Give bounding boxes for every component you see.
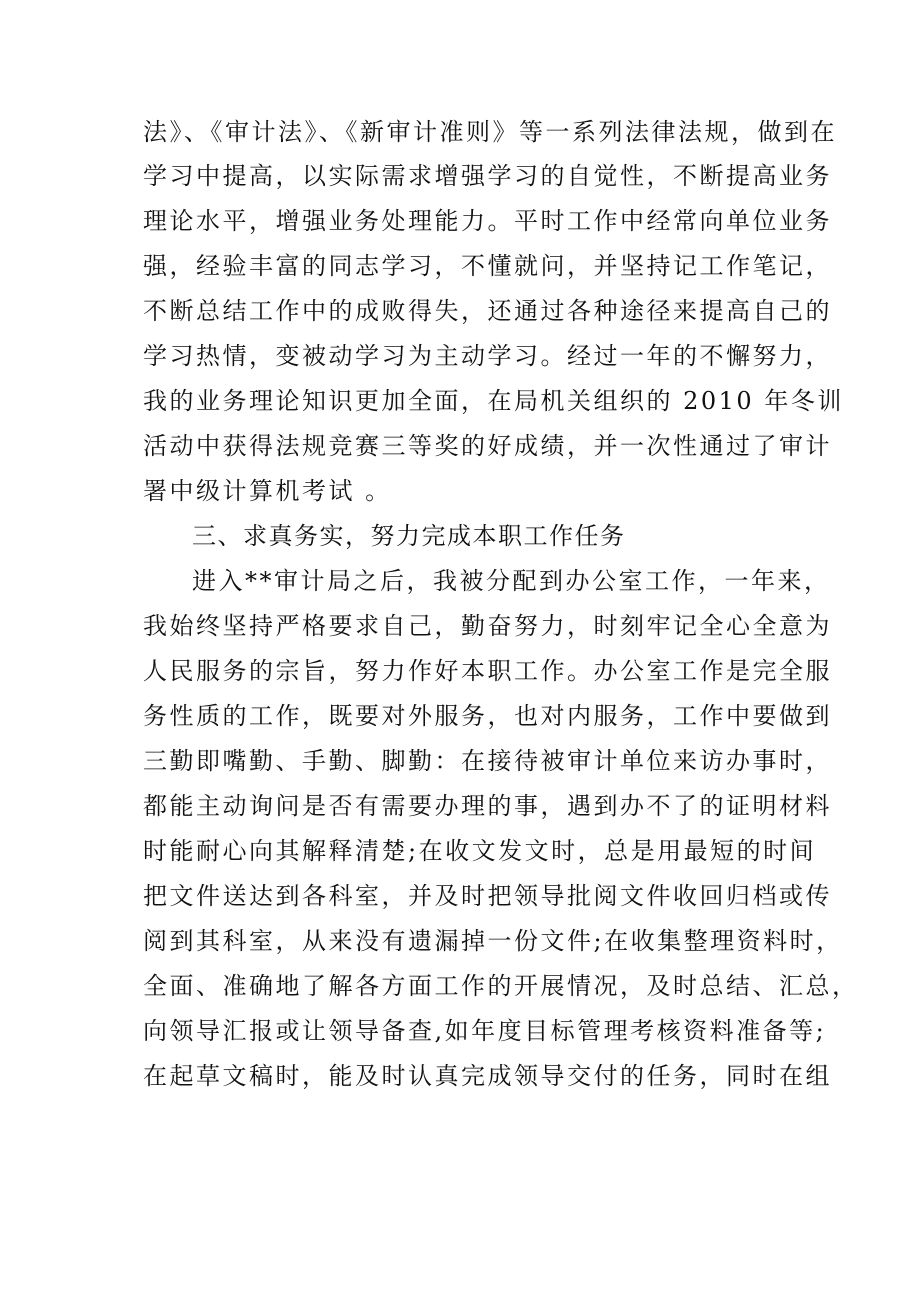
text-line: 法》、《审计法》、《新审计准则》等一系列法律法规，做到在 [143,118,837,146]
text-line: 学习热情，变被动学习为主动学习。经过一年的不懈努力， [143,342,832,370]
text-line: 务性质的工作，既要对外服务，也对内服务，工作中要做到 [143,702,832,730]
text-line: 阅到其科室，从来没有遗漏掉一份文件;在收集整理资料时， [143,927,843,955]
text-line: 署中级计算机考试 。 [143,477,392,505]
text-line: 把文件送达到各科室，并及时把领导批阅文件收回归档或传 [143,882,832,910]
paragraph-first-line: 进入**审计局之后，我被分配到办公室工作，一年来， [192,567,831,595]
text-line: 学习中提高，以实际需求增强学习的自觉性，不断提高业务 [143,162,832,190]
text-line: 不断总结工作中的成败得失，还通过各种途径来提高自己的 [143,297,832,325]
text-line: 活动中获得法规竞赛三等奖的好成绩，并一次性通过了审计 [143,432,832,460]
text-line: 理论水平，增强业务处理能力。平时工作中经常向单位业务 [143,207,832,235]
text-line: 人民服务的宗旨，努力作好本职工作。办公室工作是完全服 [143,657,832,685]
text-line: 向领导汇报或让领导备查,如年度目标管理考核资料准备等; [143,1017,827,1045]
section-heading: 三、求真务实，努力完成本职工作任务 [192,522,626,550]
text-line: 我的业务理论知识更加全面，在局机关组织的 2010 年冬训 [143,387,844,415]
text-line: 都能主动询问是否有需要办理的事，遇到办不了的证明材料 [143,792,832,820]
text-line: 全面、准确地了解各方面工作的开展情况，及时总结、汇总， [143,972,859,1000]
text-line: 我始终坚持严格要求自己，勤奋努力，时刻牢记全心全意为 [143,612,832,640]
text-line: 在起草文稿时，能及时认真完成领导交付的任务，同时在组 [143,1062,832,1090]
text-line: 时能耐心向其解释清楚;在收文发文时，总是用最短的时间 [143,837,817,865]
text-line: 强，经验丰富的同志学习，不懂就问，并坚持记工作笔记， [143,252,832,280]
text-line: 三勤即嘴勤、手勤、脚勤：在接待被审计单位来访办事时， [143,747,832,775]
